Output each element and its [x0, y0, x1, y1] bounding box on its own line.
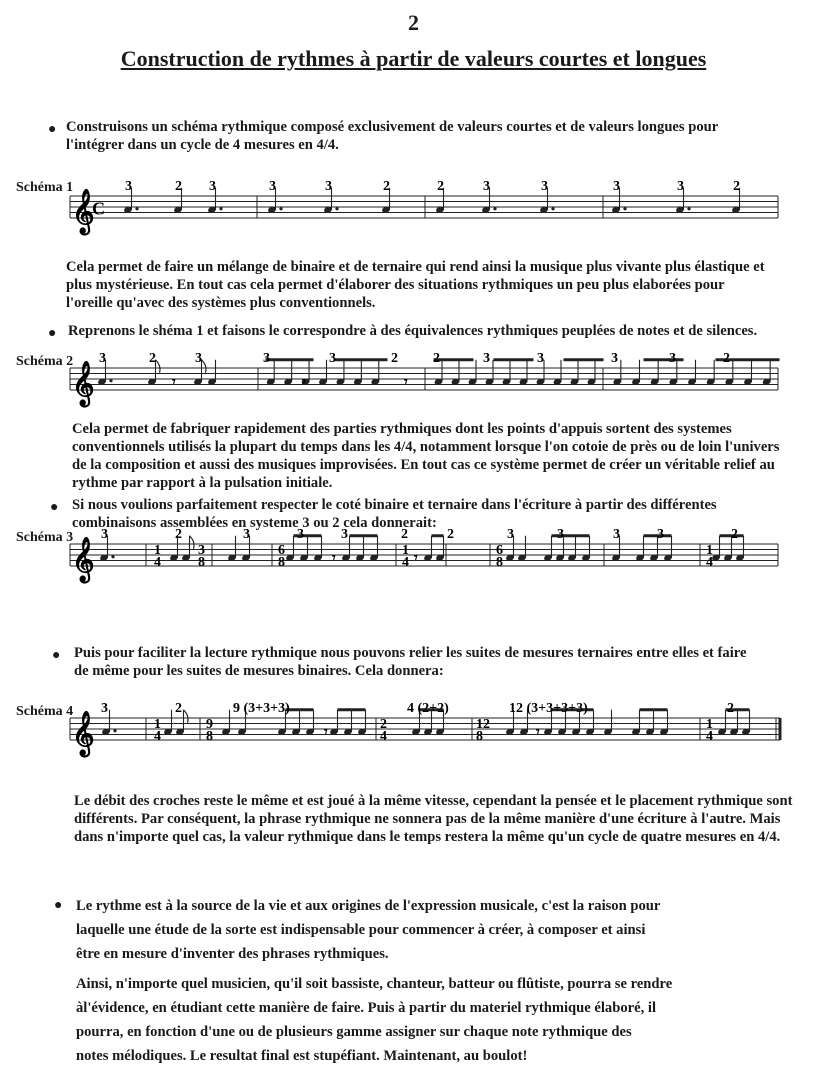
- time-signature-bottom: 4: [402, 555, 409, 570]
- rhythm-number: 2: [723, 351, 730, 366]
- rhythm-number: 3: [195, 351, 202, 366]
- rhythm-number: 2: [401, 527, 408, 542]
- rhythm-number: 3: [269, 179, 276, 194]
- time-signature-bottom: 4: [154, 555, 161, 570]
- paragraph-1: Cela permet de faire un mélange de binaire et de ternaire qui rend ainsi la musique plus vivante plus élastique et plus mystérieuse. En tout cas cela permet d'élaborer des situations rythmiques un peu plus elaborées pour l'oreille qu'avec des systèmes plus conventionnels.: [66, 259, 765, 311]
- rhythm-number: 2: [175, 527, 182, 542]
- intro-paragraph: Construisons un schéma rythmique composé exclusivement de valeurs courtes et de valeurs longues pour l'intégrer dans un cycle de 4 mesures en 4/4.: [66, 119, 718, 153]
- time-signature-bottom: 4: [154, 729, 161, 744]
- bullet-4-text: Puis pour faciliter la lecture rythmique nous pouvons relier les suites de mesures ternaires entre elles et faire de même pour les suites de mesures binaires. Cela donnera:: [74, 645, 747, 679]
- bullet-3-text: Si nous voulions parfaitement respecter le coté binaire et ternaire dans l'écriture à partir des différentes combinaisons assemblées en systeme 3 ou 2 cela donnerait:: [72, 497, 717, 531]
- treble-clef: 𝄞: [72, 713, 95, 755]
- rhythm-number: 3: [297, 527, 304, 542]
- time-signature-bottom: 8: [206, 729, 213, 744]
- rhythm-number: 3: [483, 351, 490, 366]
- paragraph-5-line: notes mélodiques. Le resultat final est stupéfiant. Maintenant, au boulot!: [76, 1048, 528, 1064]
- rhythm-number: 3: [101, 701, 108, 716]
- time-signature-top: 6: [496, 543, 503, 558]
- time-signature-top: 1: [402, 543, 409, 558]
- rhythm-number: 3: [677, 179, 684, 194]
- rhythm-number: 2: [383, 179, 390, 194]
- note-dot: [279, 207, 282, 210]
- time-signature-top: 1: [706, 717, 713, 732]
- time-signature-top: 1: [706, 543, 713, 558]
- time-signature-top: 12: [476, 717, 490, 732]
- page-title: Construction de rythmes à partir de valeurs courtes et longues: [120, 46, 707, 71]
- rhythm-number: 3: [657, 527, 664, 542]
- rest: 𝄾: [414, 550, 418, 566]
- rhythm-number: 3: [613, 527, 620, 542]
- rhythm-number: 3: [557, 527, 564, 542]
- note-dot: [113, 729, 116, 732]
- rhythm-number: 3: [263, 351, 270, 366]
- rhythm-number: 2: [731, 527, 738, 542]
- time-signature-top: 1: [154, 543, 161, 558]
- note-dot: [623, 207, 626, 210]
- page-number: 2: [408, 10, 419, 35]
- paragraph-5-line: àl'évidence, en étudiant cette manière de faire. Puis à partir du materiel rythmique élaboré, il: [76, 1000, 657, 1016]
- note-dot: [493, 207, 496, 210]
- bullet-dot: ●: [52, 648, 61, 663]
- rest: 𝄾: [332, 550, 336, 566]
- time-signature-top: 3: [198, 543, 205, 558]
- bullet-dot: ●: [50, 500, 59, 515]
- rest: 𝄾: [172, 374, 176, 390]
- time-signature-top: 1: [154, 717, 161, 732]
- treble-clef: 𝄞: [72, 539, 95, 581]
- bullet-dot: ●: [48, 122, 57, 137]
- time-signature-bottom: 8: [198, 555, 205, 570]
- time-signature-bottom: 8: [278, 555, 285, 570]
- time-signature-bottom: 8: [496, 555, 503, 570]
- rest: 𝄾: [302, 374, 306, 390]
- schema4-staff: [0, 701, 780, 764]
- rest: 𝄾: [536, 724, 540, 740]
- time-signature-top: 2: [380, 717, 387, 732]
- paragraph-5-line: Ainsi, n'importe quel musicien, qu'il soit bassiste, chanteur, batteur ou flûtiste, pourra se rendre: [76, 976, 673, 992]
- schema2-label: Schéma 2: [16, 354, 74, 369]
- rhythm-number: 3: [483, 179, 490, 194]
- rhythm-number: 3: [329, 351, 336, 366]
- rhythm-number: 3: [611, 351, 618, 366]
- bullet-dot: ●: [54, 898, 63, 913]
- bullet-5-line: être en mesure d'inventer des phrases rythmiques.: [76, 946, 389, 962]
- bullet-5-line: laquelle une étude de la sorte est indispensable pour commencer à créer, à composer et ainsi: [76, 922, 646, 938]
- treble-clef: 𝄞: [72, 363, 95, 405]
- rhythm-number: 3: [99, 351, 106, 366]
- schema3-staff: [0, 527, 780, 590]
- time-signature-bottom: 4: [706, 729, 713, 744]
- note-flag: [184, 710, 189, 723]
- rhythm-number: 2: [447, 527, 454, 542]
- rhythm-number: 2: [437, 179, 444, 194]
- rhythm-number: 2: [175, 701, 182, 716]
- note-flag: [156, 360, 161, 373]
- rhythm-number: 3: [537, 351, 544, 366]
- time-signature-bottom: 4: [706, 555, 713, 570]
- rhythm-number: 3: [507, 527, 514, 542]
- note-dot: [219, 207, 222, 210]
- note-dot: [135, 207, 138, 210]
- note-dot: [551, 207, 554, 210]
- rhythm-number: 3: [209, 179, 216, 194]
- paragraph-4: Le débit des croches reste le même et est joué à la même vitesse, cependant la pensée et le placement rythmique sont différents. Par conséquent, la phrase rythmique ne sonnera pas de la même manière d'une écriture à l'autre. Mais dans n'importe quel cas, la valeur rythmique dans le temps restera la même qu'un cycle de quatre mesures en 4/4.: [74, 793, 793, 845]
- rest: 𝄾: [404, 374, 408, 390]
- rhythm-number: 3: [325, 179, 332, 194]
- rhythm-number: 2: [175, 179, 182, 194]
- rhythm-number: 9 (3+3+3): [233, 701, 290, 716]
- rhythm-number: 3: [125, 179, 132, 194]
- note-flag: [190, 536, 195, 549]
- time-signature-top: 9: [206, 717, 213, 732]
- rhythm-number: 12 (3+3+3+3): [509, 701, 588, 716]
- treble-clef: 𝄞: [72, 191, 95, 233]
- rhythm-number: 2: [733, 179, 740, 194]
- bullet-5-line: Le rythme est à la source de la vie et aux origines de l'expression musicale, c'est la raison pour: [76, 898, 661, 914]
- rhythm-number: 2: [727, 701, 734, 716]
- note-flag: [202, 360, 207, 373]
- rhythm-number: 4 (2+2): [407, 701, 449, 716]
- time-signature-bottom: 8: [476, 729, 483, 744]
- schema1-staff: [0, 179, 780, 242]
- rhythm-number: 3: [341, 527, 348, 542]
- schema2-staff: [0, 351, 780, 414]
- note-dot: [109, 379, 112, 382]
- paragraph-2: Cela permet de fabriquer rapidement des parties rythmiques dont les points d'appuis sortent des systemes conventionnels utilisés la plupart du temps dans les 4/4, notamment lorsque l'on cotoie de près ou de loin l'univers de la composition et aussi des musiques improvisées. En tout cas ce système permet de créer un véritable relief au rythme par rapport à la pulsation initiale.: [72, 421, 780, 491]
- rest: 𝄾: [324, 724, 328, 740]
- bullet-dot: ●: [48, 326, 57, 341]
- rhythm-number: 2: [391, 351, 398, 366]
- bullet-2-text: Reprenons le shéma 1 et faisons le correspondre à des équivalences rythmiques peuplées de notes et de silences.: [68, 323, 758, 339]
- rhythm-number: 3: [669, 351, 676, 366]
- rhythm-number: 3: [541, 179, 548, 194]
- bullet-5-text: [76, 894, 816, 966]
- rhythm-number: 2: [433, 351, 440, 366]
- rhythm-number: 3: [613, 179, 620, 194]
- note-dot: [111, 555, 114, 558]
- paragraph-5: [76, 972, 816, 1068]
- rhythm-number: 3: [243, 527, 250, 542]
- rhythm-number: 2: [149, 351, 156, 366]
- note-dot: [687, 207, 690, 210]
- schema4-label: Schéma 4: [16, 704, 74, 719]
- schema1-label: Schéma 1: [16, 180, 74, 195]
- time-signature-top: 6: [278, 543, 285, 558]
- schema3-label: Schéma 3: [16, 530, 74, 545]
- time-signature-bottom: 4: [380, 729, 387, 744]
- note-dot: [335, 207, 338, 210]
- common-time: C: [92, 198, 105, 219]
- rhythm-number: 3: [101, 527, 108, 542]
- paragraph-5-line: pourra, en fonction d'une ou de plusieurs gamme assigner sur chaque note rythmique des: [76, 1024, 632, 1040]
